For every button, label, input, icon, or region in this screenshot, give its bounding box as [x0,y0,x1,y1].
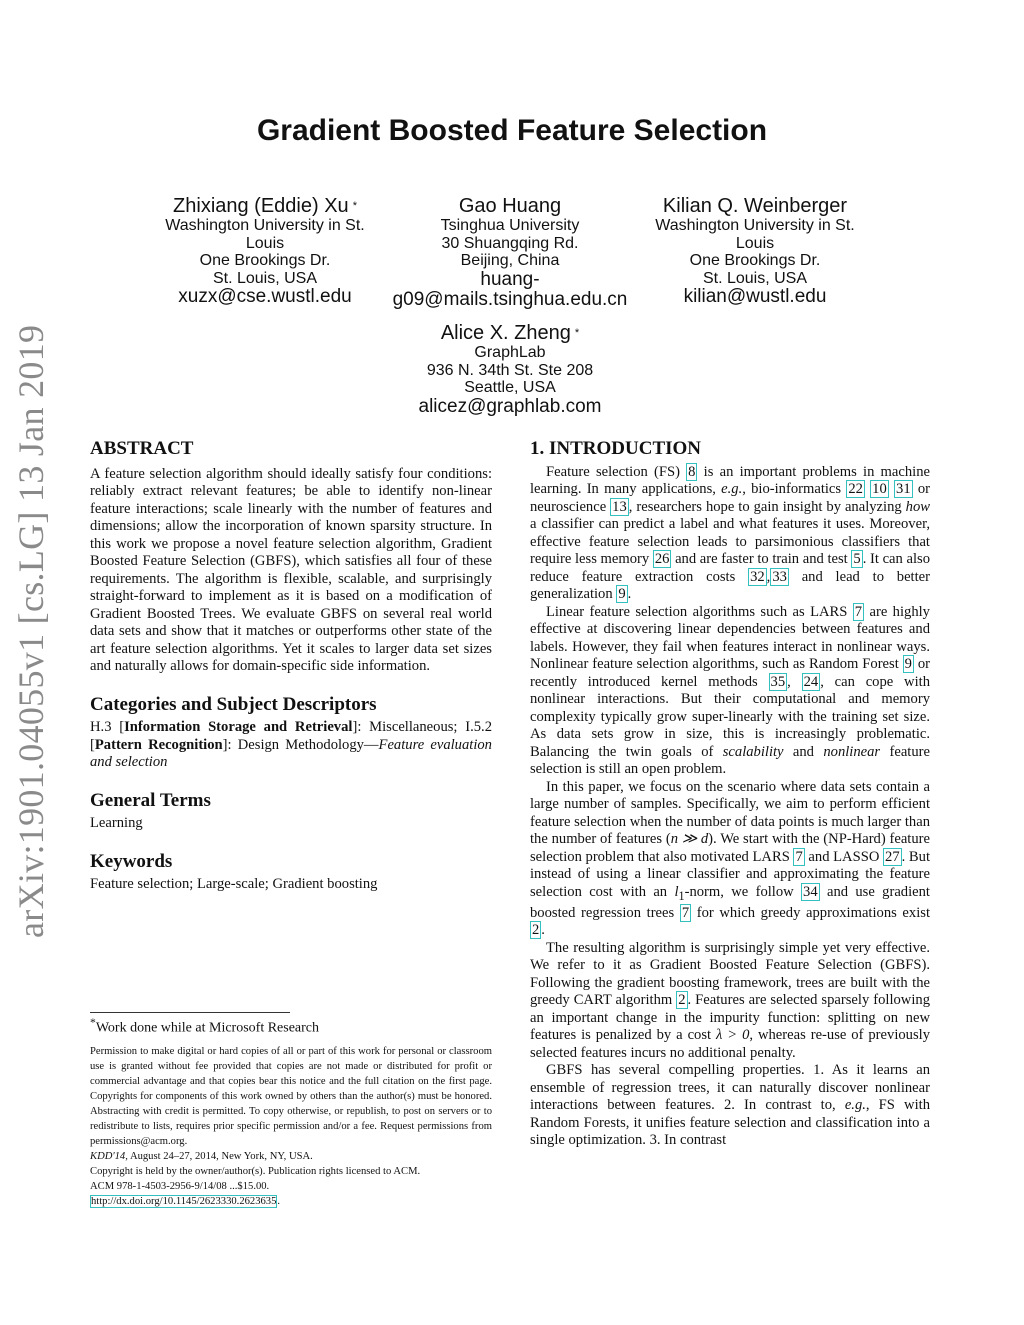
author-name: Kilian Q. Weinberger [662,195,848,217]
keywords-text: Feature selection; Large-scale; Gradient boosting [90,876,378,892]
author-email[interactable] [390,270,630,310]
citation-link[interactable]: 35 [770,673,786,690]
author-name: Gao Huang [458,195,562,217]
author-footnote-mark: * [574,327,580,339]
author-affiliation: Washington University in St. [655,217,855,234]
keywords-heading: Keywords [90,850,173,872]
intro-paragraph-2: Linear feature selection algorithms such as LARS 7 are highly effective at discovering linear dependencies between features and labels. However, they fail when features interact in nonlinear ways. Nonlinear feature selection algorithms, such as Random Forest 9 or recently introduced kernel methods 35 , 24 , can cope with nonlinear interactions. But their computational and memory complexity typically grow super-linearly with the training set size. As data sets grow in size, this is increasingly problematic. Balancing the twin goals of scalability and nonlinear feature selection is still an open problem. [530,603,930,777]
author-block-xu [150,195,380,307]
citation-link[interactable]: 5 [853,551,861,567]
author-footnote-mark: * [352,200,357,212]
citation-link[interactable]: 33 [772,568,787,585]
copyright-line: Copyright is held by the owner/author(s). Publication rights licensed to ACM. [90,1166,421,1177]
venue-line [90,1149,492,1164]
intro-paragraph-1: Feature selection (FS) 8 is an important problems in machine learning. In many applications, e.g., bio-informatics 22 10 31 or neuroscience 13 , researchers hope to gain insight by analyzing how a classifier can predict a label and what features it uses. Moreover, effective feature selection leads to parsimonious classifiers that require less memory 26 and are faster to train and test 5 . It can also reduce feature extraction costs 32 , 33 and lead to better generalization 9 . [530,463,931,602]
arxiv-stamp: arXiv:1901.04055v1 [cs.LG] 13 Jan 2019 [11,324,51,938]
citation-link[interactable]: 2 [678,992,686,1009]
category-name: Information Storage and Retrieval [124,719,353,735]
citation-link[interactable]: 7 [795,848,803,865]
author-email[interactable]: xuzx@cse.wustl.edu [178,286,352,307]
footnote-divider [90,1012,290,1013]
citation-link[interactable]: 9 [618,586,626,602]
categories-heading: Categories and Subject Descriptors [90,693,377,715]
category-rest: ]: Design Methodology— [222,736,379,753]
footnote [90,1016,319,1037]
categories-text [90,719,492,772]
citation-link[interactable]: 7 [681,904,690,921]
author-address: St. Louis, USA [702,269,808,287]
abstract-heading: ABSTRACT [90,438,194,459]
acm-line: ACM 978-1-4503-2956-9/14/08 ...$15.00. [90,1181,270,1192]
intro-paragraph-4: The resulting algorithm is surprisingly simple yet very effective. We refer to it as Gradient Boosted Feature Selection (GBFS). Following the gradient boosting framework, trees are built with the greedy CART algorithm 2 . Features are selected sparsely following an important change in the impurity function: splitting on new features is penalized by a cost λ > 0, whereas re-use of previously selected features incurs no additional penalty. [530,939,930,1061]
general-terms-heading: General Terms [90,789,211,811]
author-block-zheng [395,322,625,417]
permission-block [90,1044,492,1209]
author-address: St. Louis, USA [212,269,318,287]
author-email[interactable]: kilian@wustl.edu [683,286,827,307]
author-affiliation: GraphLab [474,344,546,361]
citation-link[interactable]: 13 [612,498,627,515]
author-address: 936 N. 34th St. Ste 208 [426,361,594,379]
intro-paragraph-3: In this paper, we focus on the scenario where data sets contain a large number of samples. Specifically, we aim to perform efficient feature selection when the number of data points is much larger than the number of features (n ≫ d). We start with the (NP-Hard) feature selection problem that also motivated LARS 7 and LASSO 27 . But instead of using a linear classifier and approximating the feature selection cost with an $l_1$-norm, we follow 34 and use gradient boosted regression trees 7 for which greedy approximations exist 2 . [530,778,930,939]
paper-title: Gradient Boosted Feature Selection [256,114,768,147]
author-affiliation: Louis [245,234,285,252]
author-address: One Brookings Dr. [689,252,821,269]
permission-text: Permission to make digital or hard copies of all or part of this work for personal or classroom use is granted without fee provided that copies are not made or distributed for profit or commercial advantage and that copies bear this notice and the full citation on the first page. Copyrights for components of this work owned by others than the author(s) must be honored. Abstracting with credit is permitted. To copy otherwise, or republish, to post on servers or to redistribute to lists, requires prior specific permission and/or a fee. Request permissions from permissions@acm.org. [90,1046,492,1147]
author-block-weinberger [640,195,870,307]
citation-link[interactable]: 10 [872,481,887,497]
footnote-mark: * [90,1016,96,1029]
citation-link[interactable]: 31 [896,481,911,497]
citation-link[interactable]: 8 [688,463,696,480]
author-address: One Brookings Dr. [199,252,331,269]
author-affiliation: Washington University in St. [165,217,365,234]
category-subject: Feature evaluation and selection [90,736,492,770]
citation-link[interactable]: 7 [854,603,863,620]
footnote-text: Work done while at Microsoft Research [95,1020,320,1036]
citation-link[interactable]: 26 [654,551,670,567]
category-name: Pattern Recognition [94,736,223,753]
venue-details: August 24–27, 2014, New York, NY, USA. [127,1151,313,1162]
author-email-part: g09@mails.tsinghua.edu.cn [392,288,628,310]
citation-link[interactable]: 22 [848,481,863,497]
citation-link[interactable]: 2 [532,922,540,939]
citation-link[interactable]: 24 [803,673,819,690]
doi-link[interactable]: http://dx.doi.org/10.1145/2623330.2623635 [91,1196,277,1207]
author-name: Zhixiang (Eddie) Xu [173,195,349,217]
doi-end: . [277,1196,281,1207]
citation-link[interactable]: 34 [803,883,818,900]
venue-name: KDD'14, [90,1151,128,1162]
author-address: 30 Shuangqing Rd. [441,234,579,252]
citation-link[interactable]: 32 [750,568,765,585]
left-column [90,440,492,894]
author-affiliation: Tsinghua University [440,217,580,234]
author-address: Seattle, USA [464,379,556,396]
author-email[interactable]: alicez@graphlab.com [418,395,602,417]
citation-link[interactable]: 27 [885,848,900,865]
author-block-huang [390,195,630,310]
author-address: Beijing, China [460,252,560,269]
citation-link[interactable]: 9 [904,656,912,672]
introduction-heading: 1. INTRODUCTION [530,438,702,459]
intro-paragraph-5: GBFS has several compelling properties. 1. As it learns an ensemble of regression trees, it can naturally discover nonlinear interactions between features. 2. In contrast to, e.g., FS with Random Forests, it unifies feature selection and classification into a single optimization. 3. In contrast [530,1062,930,1149]
right-column [530,440,930,1150]
author-email-part: huang- [480,268,540,290]
category-code: I.5.2 [ [90,719,493,753]
category-code: H.3 [ [90,719,125,735]
author-name: Alice X. Zheng [440,322,571,344]
author-affiliation: Louis [735,234,775,252]
category-rest: ]: Miscellaneous; [352,719,458,735]
abstract-text: A feature selection algorithm should ideally satisfy four conditions: reliably extract relevant features; be able to identify non-linear feature interactions; scale linearly with the number of features and dimensions; allow the incorporation of known sparsity structure. In this work we propose a novel feature selection algorithm, Gradient Boosted Feature Selection (GBFS), which satisfies all four of these requirements. The algorithm is flexible, scalable, and surprisingly straight-forward to implement as it is based on a modification of Gradient Boosted Trees. We evaluate GBFS on several real world data sets and show that it matches or outperforms other state of the art feature selection algorithms. Yet it scales to larger data set sizes and naturally allows for domain-specific side information. [90,465,492,674]
general-terms-text: Learning [90,815,143,831]
